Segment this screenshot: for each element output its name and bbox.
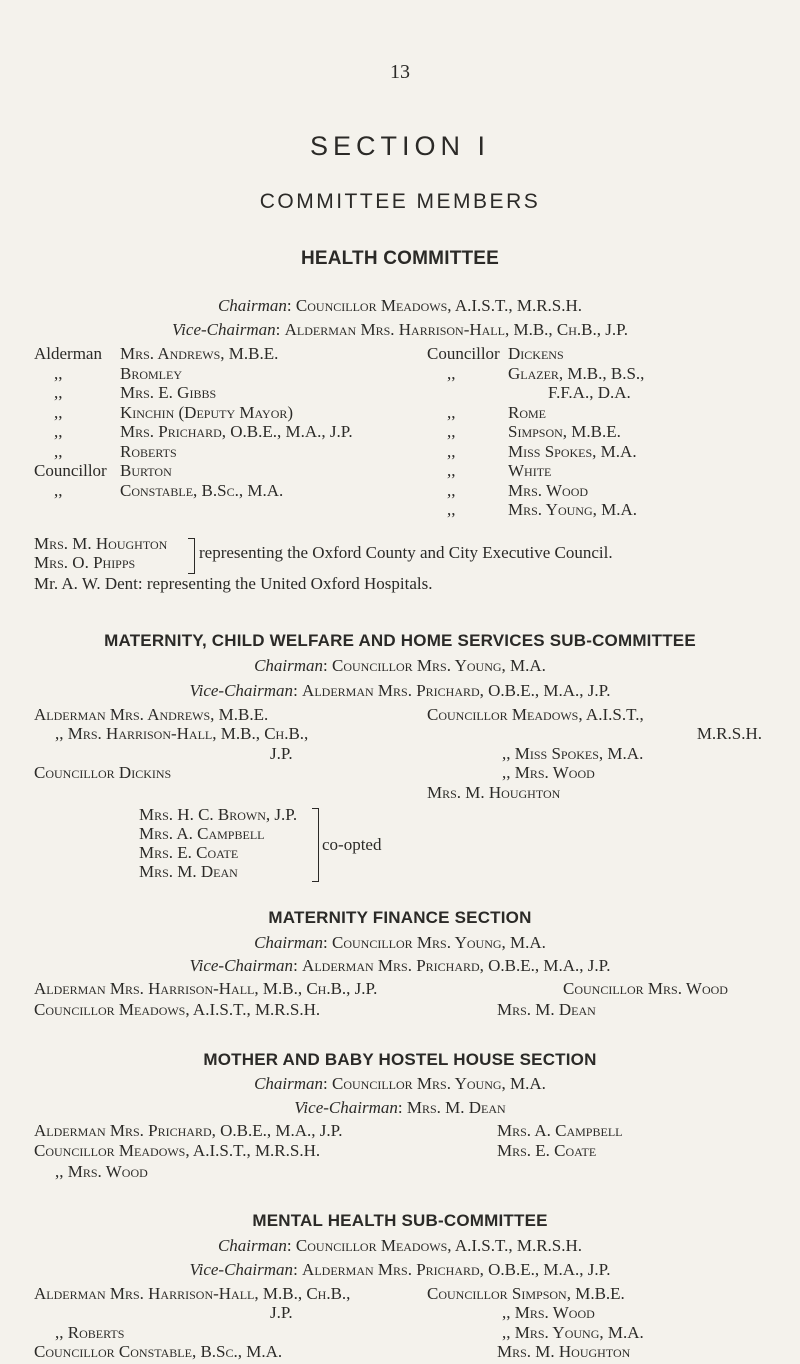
member-prefix: ,,: [447, 461, 456, 480]
health-chairman: Chairman: Councillor Meadows, A.I.S.T., M.R.S.H.: [217, 296, 583, 315]
mental-left-1: Alderman Mrs. Harrison-Hall, M.B., Ch.B.,: [34, 1284, 351, 1303]
member-name: Roberts: [120, 441, 177, 461]
member-prefix: ,,: [447, 363, 456, 383]
member-name: White: [508, 461, 552, 480]
rep1-brace: [188, 538, 195, 574]
hostel-line1-left: Alderman Mrs. Prichard, O.B.E., M.A., J.P.: [34, 1121, 343, 1140]
coopted-brace: [312, 808, 319, 882]
maternity-right-3: ,, Miss Spokes, M.A.: [502, 744, 644, 763]
member-prefix: ,,: [447, 422, 456, 441]
maternity-left-1: Alderman Mrs. Andrews, M.B.E.: [34, 705, 269, 724]
member-name: Glazer, M.B., B.S.,: [508, 363, 645, 383]
finance-chairman: Chairman: Councillor Mrs. Young, M.A.: [254, 933, 546, 952]
rep1-text: representing the Oxford County and City Executive Council.: [199, 543, 613, 562]
vice-chairman-name: Alderman Mrs. Harrison-Hall, M.B., Ch.B., J.P.: [284, 320, 628, 339]
member-prefix: ,,: [447, 441, 456, 461]
coopted-member: Mrs. A. Campbell: [139, 824, 265, 843]
chairman-name: Councillor Meadows, A.I.S.T., M.R.S.H.: [295, 296, 583, 315]
hostel-heading: MOTHER AND BABY HOSTEL HOUSE SECTION: [203, 1050, 597, 1069]
member-name: Simpson, M.B.E.: [508, 422, 621, 441]
member-prefix: ,,: [54, 363, 63, 383]
maternity-left-4: Councillor Dickins: [34, 763, 172, 782]
mental-heading: MENTAL HEALTH SUB-COMMITTEE: [252, 1211, 548, 1230]
member-name: Burton: [120, 461, 172, 480]
health-vice-chairman: Vice-Chairman: Alderman Mrs. Harrison-Hall, M.B., Ch.B., J.P.: [172, 320, 628, 339]
finance-heading: MATERNITY FINANCE SECTION: [268, 908, 532, 927]
chairman-name: Councillor Mrs. Young, M.A.: [332, 656, 546, 675]
member-name: Kinchin (Deputy Mayor): [120, 402, 294, 422]
mental-right-2: ,, Mrs. Wood: [502, 1303, 595, 1322]
mental-left-3: ,, Roberts: [55, 1323, 125, 1342]
rep1-name-b: Mrs. O. Phipps: [34, 553, 136, 572]
health-heading: HEALTH COMMITTEE: [300, 248, 500, 269]
member-name: Rome: [508, 402, 547, 422]
vice-chairman-label: Vice-Chairman: [172, 320, 276, 339]
coopted-member: Mrs. H. C. Brown, J.P.: [139, 805, 298, 824]
finance-line1-right: Councillor Mrs. Wood: [563, 979, 728, 998]
chairman-name: Councillor Meadows, A.I.S.T., M.R.S.H.: [295, 1236, 583, 1255]
maternity-right-1: Councillor Meadows, A.I.S.T.,: [427, 705, 644, 724]
maternity-right-4: ,, Mrs. Wood: [502, 763, 595, 782]
hostel-vice-chairman: Vice-Chairman: Mrs. M. Dean: [294, 1098, 506, 1117]
hostel-line2-right: Mrs. E. Coate: [497, 1141, 597, 1160]
member-name: Mrs. E. Gibbs: [120, 383, 217, 402]
maternity-heading: MATERNITY, CHILD WELFARE AND HOME SERVICES SUB-COMMITTEE: [104, 631, 696, 650]
member-prefix: ,,: [54, 402, 63, 422]
finance-line2-right: Mrs. M. Dean: [497, 1000, 596, 1019]
maternity-vice-chairman: Vice-Chairman: Alderman Mrs. Prichard, O.B.E., M.A., J.P.: [189, 681, 611, 700]
page-number: 13: [390, 61, 410, 83]
chairman-name: Councillor Mrs. Young, M.A.: [332, 1074, 546, 1093]
chairman-label: Chairman: [254, 656, 324, 675]
member-name: F.F.A., D.A.: [548, 383, 631, 402]
finance-line2-left: Councillor Meadows, A.I.S.T., M.R.S.H.: [34, 1000, 321, 1019]
maternity-left-2: ,, Mrs. Harrison-Hall, M.B., Ch.B.,: [55, 724, 309, 743]
coopted-member: Mrs. E. Coate: [139, 843, 239, 862]
finance-vice-chairman: Vice-Chairman: Alderman Mrs. Prichard, O.B.E., M.A., J.P.: [189, 956, 611, 975]
member-prefix: ,,: [447, 480, 456, 500]
hostel-line1-right: Mrs. A. Campbell: [497, 1121, 623, 1140]
member-prefix: Councillor: [34, 461, 107, 480]
member-prefix: Alderman: [34, 344, 102, 363]
maternity-left-3: J.P.: [270, 744, 293, 763]
member-prefix: ,,: [447, 402, 456, 422]
chairman-label: Chairman: [254, 1074, 324, 1093]
mental-right-3: ,, Mrs. Young, M.A.: [502, 1323, 644, 1342]
member-name: Mrs. Andrews, M.B.E.: [120, 344, 279, 363]
member-name: Dickens: [508, 344, 564, 363]
member-name: Mrs. Wood: [508, 480, 589, 500]
vice-chairman-label: Vice-Chairman: [189, 956, 294, 975]
vice-chairman-name: Mrs. M. Dean: [406, 1098, 506, 1117]
member-name: Mrs. Young, M.A.: [508, 500, 637, 519]
chairman-name: Councillor Mrs. Young, M.A.: [332, 933, 546, 952]
mental-vice-chairman: Vice-Chairman: Alderman Mrs. Prichard, O.B.E., M.A., J.P.: [189, 1260, 611, 1279]
mental-right-1: Councillor Simpson, M.B.E.: [427, 1284, 625, 1303]
page-subtitle: COMMITTEE MEMBERS: [259, 190, 541, 213]
rep2-text: Mr. A. W. Dent: representing the United Oxford Hospitals.: [34, 574, 433, 593]
mental-left-2: J.P.: [270, 1303, 293, 1322]
vice-chairman-name: Alderman Mrs. Prichard, O.B.E., M.A., J.P.: [302, 1260, 611, 1279]
mental-left-4: Councillor Constable, B.Sc., M.A.: [34, 1342, 283, 1361]
chairman-label: Chairman: [217, 1236, 287, 1255]
member-name: Bromley: [120, 363, 183, 383]
chairman-label: Chairman: [217, 296, 287, 315]
coopted-member: Mrs. M. Dean: [139, 862, 238, 881]
hostel-chairman: Chairman: Councillor Mrs. Young, M.A.: [254, 1074, 546, 1093]
rep1-name-a: Mrs. M. Houghton: [34, 534, 168, 553]
mental-chairman: Chairman: Councillor Meadows, A.I.S.T., M.R.S.H.: [217, 1236, 583, 1255]
vice-chairman-label: Vice-Chairman: [294, 1098, 398, 1117]
vice-chairman-name: Alderman Mrs. Prichard, O.B.E., M.A., J.P.: [302, 681, 611, 700]
vice-chairman-label: Vice-Chairman: [189, 681, 294, 700]
hostel-line3-left: ,, Mrs. Wood: [55, 1162, 148, 1181]
hostel-line2-left: Councillor Meadows, A.I.S.T., M.R.S.H.: [34, 1141, 321, 1160]
member-prefix: ,,: [447, 500, 456, 519]
finance-line1-left: Alderman Mrs. Harrison-Hall, M.B., Ch.B., J.P.: [34, 979, 378, 998]
maternity-chairman: Chairman: Councillor Mrs. Young, M.A.: [254, 656, 546, 675]
member-name: Miss Spokes, M.A.: [508, 441, 637, 461]
member-name: Constable, B.Sc., M.A.: [120, 480, 284, 500]
maternity-right-2: M.R.S.H.: [696, 724, 762, 743]
coopted-label: co-opted: [322, 835, 382, 854]
chairman-label: Chairman: [254, 933, 324, 952]
section-title: SECTION I: [309, 131, 490, 161]
member-prefix: ,,: [54, 441, 63, 461]
member-prefix: ,,: [54, 383, 63, 402]
member-prefix: ,,: [54, 480, 63, 500]
maternity-right-5: Mrs. M. Houghton: [427, 783, 561, 802]
member-name: Mrs. Prichard, O.B.E., M.A., J.P.: [120, 422, 353, 441]
member-prefix: Councillor: [427, 344, 500, 363]
vice-chairman-label: Vice-Chairman: [189, 1260, 294, 1279]
member-prefix: ,,: [54, 422, 63, 441]
vice-chairman-name: Alderman Mrs. Prichard, O.B.E., M.A., J.P.: [302, 956, 611, 975]
mental-right-4: Mrs. M. Houghton: [497, 1342, 631, 1361]
